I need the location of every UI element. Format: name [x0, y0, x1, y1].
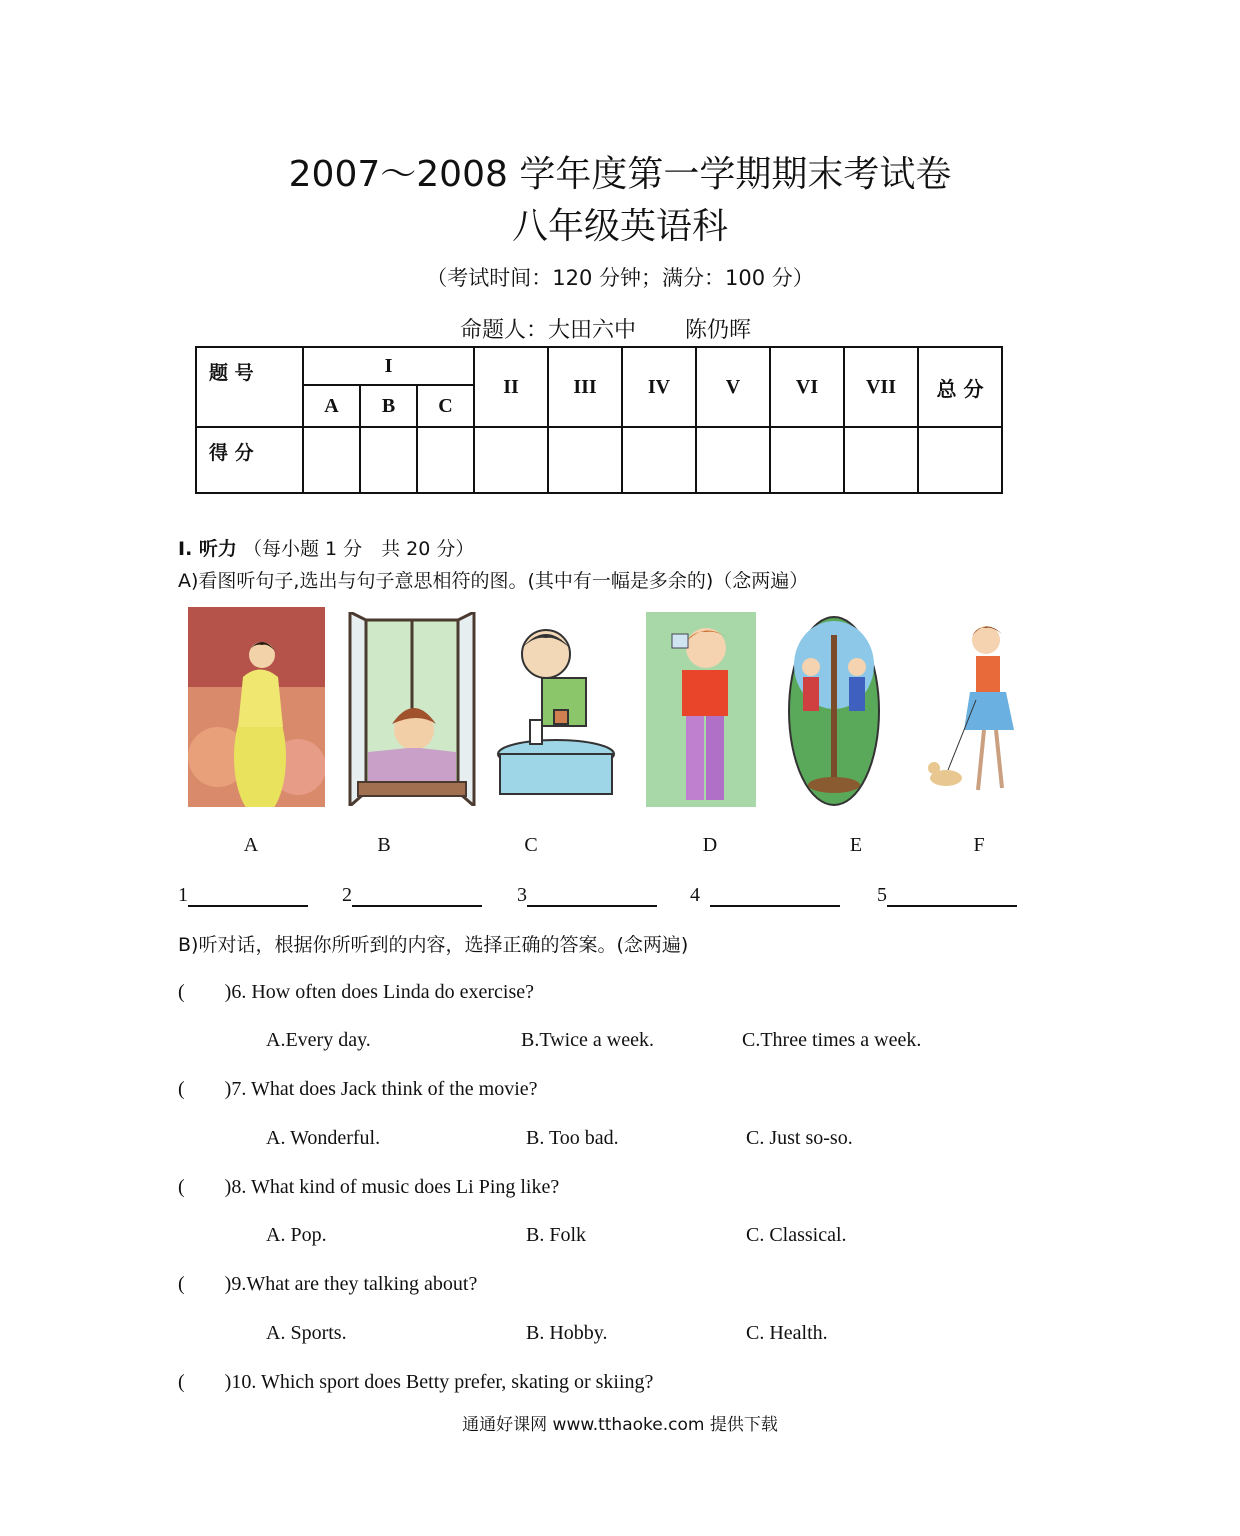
score-cell — [622, 427, 696, 493]
answer-blank-1[interactable]: 1 — [178, 884, 308, 907]
col-1a: A — [303, 385, 360, 427]
picture-c-sick-boy — [490, 620, 622, 806]
author-label: 命题人：大田六中 — [460, 318, 637, 343]
answer-blank-2[interactable]: 2 — [342, 884, 482, 907]
section-1-heading — [178, 534, 474, 561]
question-7-option-a: A. Wonderful. — [266, 1127, 381, 1149]
score-table — [195, 346, 1003, 494]
col-3: III — [548, 347, 622, 427]
picture-label-d: D — [702, 834, 718, 856]
question-9: ( )9.What are they talking about? — [178, 1273, 478, 1295]
part-a-instruction: A)看图听句子,选出与句子意思相符的图。(其中有一幅是多余的)（念两遍） — [178, 570, 809, 592]
picture-label-f: F — [973, 834, 985, 856]
col-1b: B — [360, 385, 417, 427]
col-1c: C — [417, 385, 474, 427]
question-8: ( )8. What kind of music does Li Ping like? — [178, 1176, 560, 1198]
question-7: ( )7. What does Jack think of the movie? — [178, 1078, 538, 1100]
score-cell — [474, 427, 548, 493]
question-7-option-c: C. Just so-so. — [746, 1127, 853, 1149]
question-8-option-c: C. Classical. — [746, 1224, 847, 1246]
score-cell — [770, 427, 844, 493]
part-b-instruction: B)听对话，根据你所听到的内容，选择正确的答案。(念两遍) — [178, 934, 689, 956]
picture-f-dog-walking — [924, 620, 1024, 808]
score-label: 得 分 — [196, 427, 303, 493]
question-10: ( )10. Which sport does Betty prefer, skating or skiing? — [178, 1371, 654, 1393]
col-group-1: I — [303, 347, 474, 385]
picture-label-e: E — [849, 834, 863, 856]
picture-a-singer — [188, 607, 325, 807]
col-2: II — [474, 347, 548, 427]
question-number-label: 题 号 — [196, 347, 303, 427]
question-7-option-b: B. Too bad. — [526, 1127, 619, 1149]
answer-blank-5[interactable]: 5 — [877, 884, 1017, 907]
score-cell — [548, 427, 622, 493]
col-5: V — [696, 347, 770, 427]
exam-subject: 八年级英语科 — [511, 206, 728, 247]
score-cell — [303, 427, 360, 493]
score-cell — [844, 427, 918, 493]
exam-title: 2007～2008 学年度第一学期期末考试卷 — [288, 154, 952, 195]
author-line — [460, 313, 751, 344]
picture-d-drinking-boy — [646, 612, 756, 807]
question-6-option-a: A.Every day. — [266, 1029, 371, 1051]
question-9-option-a: A. Sports. — [266, 1322, 347, 1344]
question-9-option-b: B. Hobby. — [526, 1322, 608, 1344]
answer-blank-3[interactable]: 3 — [517, 884, 657, 907]
page-footer: 通通好课网 www.tthaoke.com 提供下载 — [462, 1415, 778, 1435]
answer-blank-4[interactable]: 4 — [690, 884, 840, 907]
col-7: VII — [844, 347, 918, 427]
question-6: ( )6. How often does Linda do exercise? — [178, 981, 534, 1003]
picture-e-planting — [787, 615, 882, 808]
score-cell — [417, 427, 474, 493]
picture-b-window — [348, 612, 476, 806]
question-6-option-b: B.Twice a week. — [521, 1029, 654, 1051]
picture-label-c: C — [524, 834, 538, 856]
section-1-title: I. 听力 — [178, 538, 237, 560]
author-name: 陈仍晖 — [684, 318, 751, 343]
score-cell — [918, 427, 1002, 493]
picture-label-b: B — [377, 834, 391, 856]
score-cell — [696, 427, 770, 493]
question-8-option-b: B. Folk — [526, 1224, 587, 1246]
question-6-option-c: C.Three times a week. — [742, 1029, 922, 1051]
col-6: VI — [770, 347, 844, 427]
question-8-option-a: A. Pop. — [266, 1224, 327, 1246]
section-1-note: （每小题 1 分 共 20 分） — [242, 538, 475, 560]
picture-label-a: A — [243, 834, 259, 856]
col-total: 总 分 — [918, 347, 1002, 427]
col-4: IV — [622, 347, 696, 427]
exam-info: （考试时间：120 分钟；满分：100 分） — [426, 266, 814, 290]
score-cell — [360, 427, 417, 493]
question-9-option-c: C. Health. — [746, 1322, 828, 1344]
